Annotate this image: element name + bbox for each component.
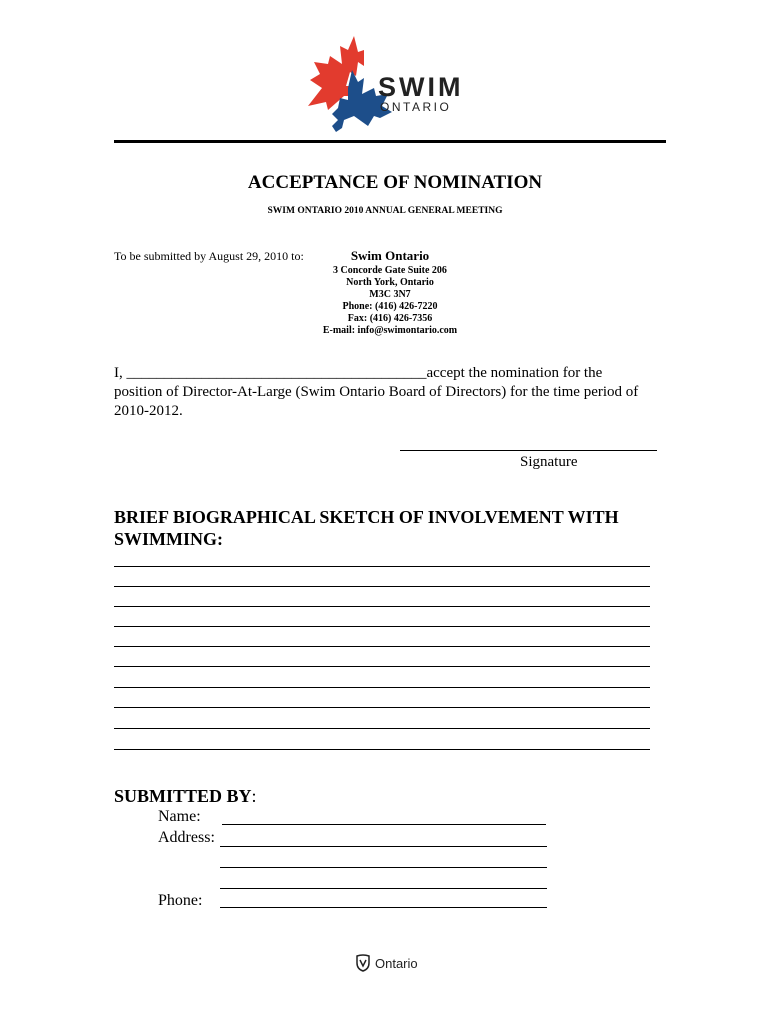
name-field[interactable]: [222, 824, 546, 825]
submission-instruction: To be submitted by August 29, 2010 to:: [114, 249, 304, 263]
bio-writing-line[interactable]: [114, 687, 650, 688]
address-line: Fax: (416) 426-7356: [347, 313, 433, 324]
bio-writing-line[interactable]: [114, 626, 650, 627]
address-field[interactable]: [220, 846, 547, 847]
bio-writing-line[interactable]: [114, 728, 650, 729]
statement-line[interactable]: I, ________________________________________accept the nomination for the: [114, 365, 603, 381]
statement-line: 2010-2012.: [114, 403, 183, 419]
ontario-trillium-icon: [355, 954, 371, 972]
address-line: E-mail: info@swimontario.com: [322, 325, 458, 336]
bio-heading: [114, 506, 674, 550]
bio-writing-line[interactable]: [114, 586, 650, 587]
submitted-by-heading: [114, 786, 257, 807]
submitted-by-label: SUBMITTED BY: [114, 786, 252, 806]
phone-label: Phone:: [158, 892, 203, 909]
bio-writing-line[interactable]: [114, 749, 650, 750]
signature-label: Signature: [520, 454, 578, 470]
signature-line[interactable]: [400, 450, 657, 451]
name-label: Name:: [158, 808, 201, 825]
logo-subtitle: ONTARIO: [380, 100, 452, 114]
ontario-wordmark: Ontario: [375, 956, 418, 971]
submitted-by-colon: :: [251, 786, 257, 806]
address-line: North York, Ontario: [346, 277, 434, 288]
page-title: ACCEPTANCE OF NOMINATION: [247, 172, 543, 193]
acceptance-statement: [114, 364, 654, 421]
address-label: Address:: [158, 829, 215, 846]
address-field-line-3[interactable]: [220, 888, 547, 889]
bio-writing-line[interactable]: [114, 646, 650, 647]
bio-heading-line: BRIEF BIOGRAPHICAL SKETCH OF INVOLVEMENT WITH: [114, 507, 619, 527]
page-subtitle: SWIM ONTARIO 2010 ANNUAL GENERAL MEETING: [267, 206, 503, 216]
phone-field[interactable]: [220, 907, 547, 908]
address-line: 3 Concorde Gate Suite 206: [333, 265, 447, 276]
bio-writing-line[interactable]: [114, 666, 650, 667]
org-name: Swim Ontario: [350, 248, 430, 263]
bio-writing-line[interactable]: [114, 566, 650, 567]
address-line: M3C 3N7: [369, 289, 411, 300]
bio-writing-line[interactable]: [114, 707, 650, 708]
address-field-line-2[interactable]: [220, 867, 547, 868]
bio-heading-line: SWIMMING:: [114, 529, 223, 549]
statement-line: position of Director-At-Large (Swim Ontario Board of Directors) for the time period of: [114, 384, 639, 400]
address-line: Phone: (416) 426-7220: [342, 301, 438, 312]
logo-word: SWIM: [378, 72, 464, 102]
bio-writing-line[interactable]: [114, 606, 650, 607]
header-rule: [114, 140, 666, 143]
